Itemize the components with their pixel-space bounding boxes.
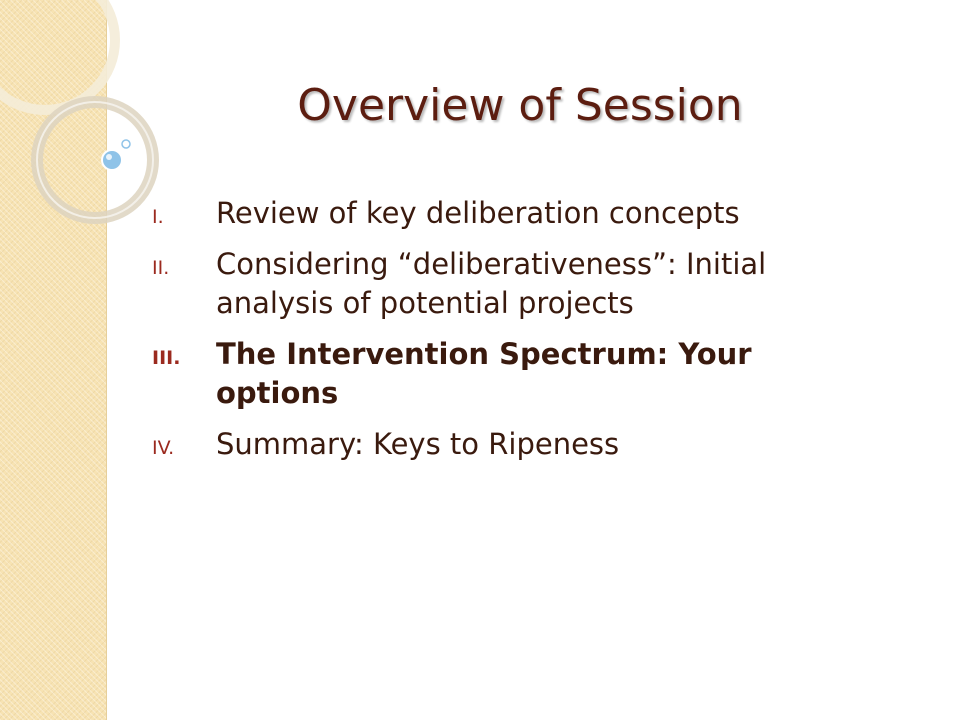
agenda-numeral: II. [152,257,170,279]
agenda-text: Review of key deliberation concepts [216,196,740,230]
agenda-item-3 [152,335,852,413]
agenda-text: Considering “deliberativeness”: Initial analysis of potential projects [216,247,767,320]
agenda-numeral: III. [152,347,181,369]
sidebar-texture [0,0,107,720]
agenda-list [152,194,852,476]
slide-title: Overview of Session [297,80,743,131]
agenda-numeral: I. [152,206,164,228]
agenda-item-4 [152,425,852,464]
agenda-text: Summary: Keys to Ripeness [216,427,620,461]
agenda-item-2 [152,245,852,323]
agenda-numeral: IV. [152,437,175,459]
agenda-item-1 [152,194,852,233]
agenda-text: The Intervention Spectrum: Your options [216,337,752,410]
